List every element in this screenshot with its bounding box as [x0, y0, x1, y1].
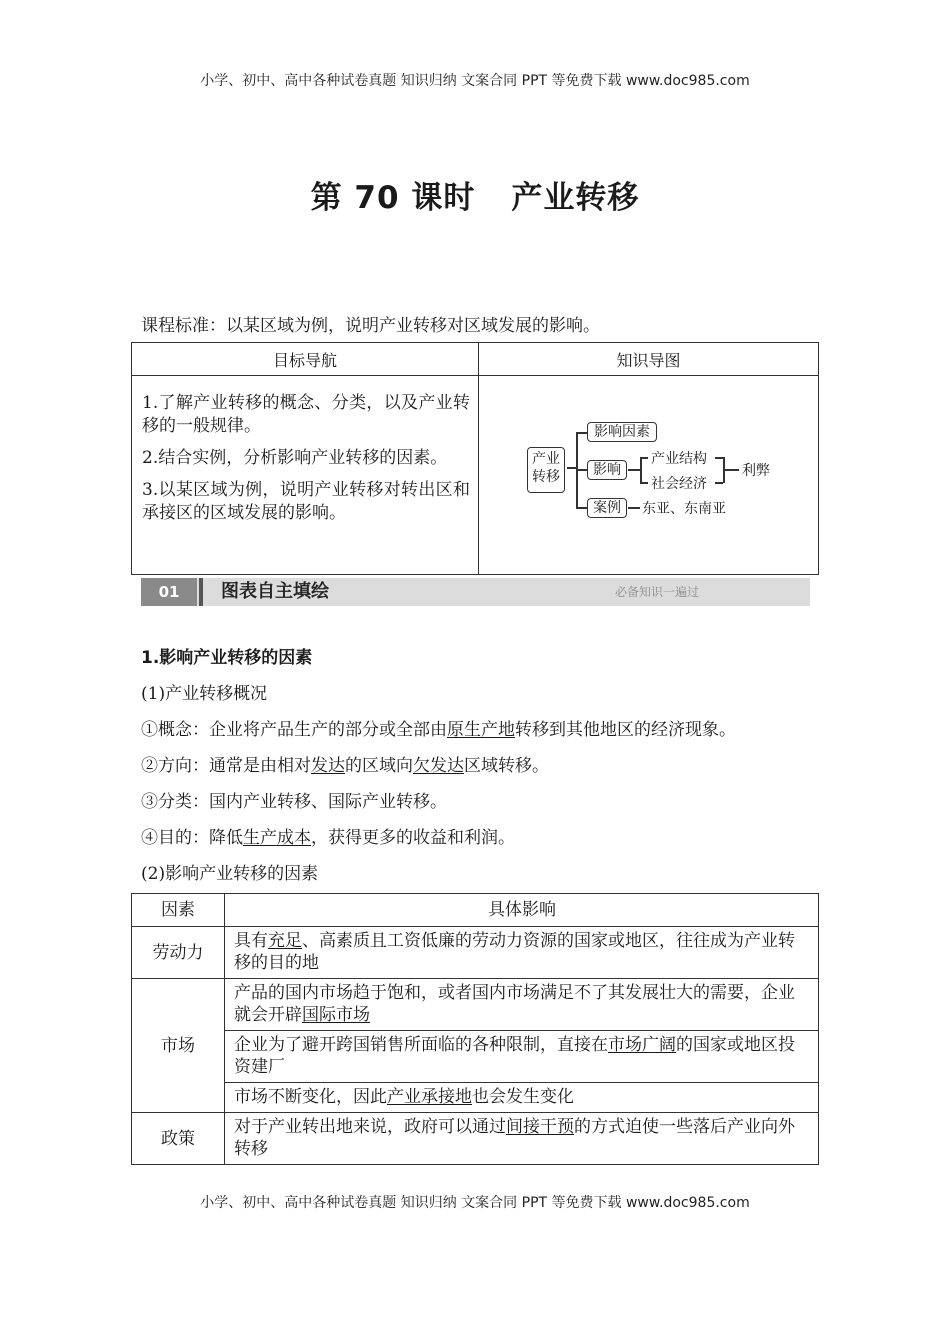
subheading-overview: (1)产业转移概况	[141, 684, 268, 704]
impact-cell	[225, 979, 819, 1031]
page-title	[0, 172, 950, 217]
root-line: 产业	[532, 451, 560, 467]
table-row	[132, 1083, 819, 1113]
text-segment: 的国家或地区投资建厂	[234, 1035, 795, 1077]
goals-table	[131, 342, 819, 575]
factor-market: 市场	[132, 979, 225, 1113]
section-banner	[141, 578, 810, 606]
sub-social-economy: 社会经济	[651, 476, 707, 492]
impact-cell	[225, 1083, 819, 1113]
case-regions: 东亚、东南亚	[642, 501, 726, 517]
text-segment: 对于产业转出地来说，政府可以通过	[234, 1117, 506, 1137]
root-line: 转移	[532, 469, 560, 485]
text-segment: 、高素质且工资低廉的劳动力资源的国家或地区，往往成为产业转移的目的地	[234, 931, 795, 973]
title-topic: 产业转移	[511, 180, 640, 216]
answer-blank: 产业承接地	[387, 1087, 472, 1107]
course-standard: 课程标准：以某区域为例，说明产业转移对区域发展的影响。	[141, 316, 600, 336]
heading-factors: 1.影响产业转移的因素	[141, 648, 313, 668]
table-row	[132, 979, 819, 1031]
section-title: 图表自主填绘	[221, 581, 329, 602]
impact-header: 具体影响	[225, 894, 819, 927]
connector	[576, 432, 587, 434]
answer-blank: 发达	[311, 756, 345, 776]
text-segment: ①概念：企业将产品生产的部分或全部由	[141, 720, 447, 740]
text-segment: 具有	[234, 931, 268, 951]
category-line: ③分类：国内产业转移、国际产业转移。	[141, 792, 447, 812]
answer-blank: 国际市场	[302, 1005, 370, 1025]
goals-cell	[132, 376, 479, 575]
branch-case: 案例	[587, 498, 627, 518]
subheading-factors: (2)影响产业转移的因素	[141, 864, 319, 884]
impact-cell	[225, 1031, 819, 1083]
connector	[576, 507, 587, 509]
concept-line	[141, 715, 736, 740]
text-segment: 的方式迫使一些落后产业向外转移	[234, 1117, 795, 1159]
text-segment: 也会发生变化	[472, 1087, 574, 1107]
answer-blank: 原生产地	[447, 720, 515, 740]
factors-table	[131, 893, 819, 1165]
text-segment: 企业为了避开跨国销售所面临的各种限制，直接在	[234, 1035, 608, 1055]
answer-blank: 充足	[268, 931, 302, 951]
goals-header: 目标导航	[132, 343, 479, 376]
factor-labour: 劳动力	[132, 927, 225, 979]
page-header: 小学、初中、高中各种试卷真题 知识归纳 文案合同 PPT 等免费下载 www.doc985.com	[200, 73, 750, 89]
result-pros-cons: 利弊	[742, 463, 770, 479]
connector	[715, 482, 723, 484]
text-segment: 市场不断变化，因此	[234, 1087, 387, 1107]
text-segment: 的区域向	[345, 756, 413, 776]
purpose-line	[141, 823, 515, 848]
connector	[628, 469, 640, 471]
goal-item: 3.以某区域为例，说明产业转移对转出区和承接区的区域发展的影响。	[142, 480, 470, 523]
answer-blank: 市场广阔	[608, 1035, 676, 1055]
answer-blank: 欠发达	[413, 756, 464, 776]
goal-item: 2.结合实例，分析影响产业转移的因素。	[142, 448, 448, 468]
text-segment: ，获得更多的收益和利润。	[311, 828, 515, 848]
connector	[640, 457, 648, 459]
branch-impact: 影响	[587, 460, 627, 480]
sub-industry-structure: 产业结构	[651, 451, 707, 467]
connector	[715, 457, 723, 459]
impact-cell	[225, 1113, 819, 1165]
title-lesson: 第 70 课时	[310, 180, 476, 216]
answer-blank: 间接干预	[506, 1117, 574, 1137]
table-row	[132, 927, 819, 979]
text-segment: 转移到其他地区的经济现象。	[515, 720, 736, 740]
direction-line	[141, 751, 549, 776]
section-number: 01	[141, 578, 197, 606]
text-segment: ④目的：降低	[141, 828, 243, 848]
factor-header: 因素	[132, 894, 225, 927]
connector	[640, 482, 648, 484]
answer-blank: 生产成本	[243, 828, 311, 848]
connector	[628, 507, 640, 509]
page-footer: 小学、初中、高中各种试卷真题 知识归纳 文案合同 PPT 等免费下载 www.doc985.com	[200, 1195, 750, 1211]
text-segment: ②方向：通常是由相对	[141, 756, 311, 776]
connector	[576, 469, 587, 471]
branch-factors: 影响因素	[587, 422, 657, 442]
factor-policy: 政策	[132, 1113, 225, 1165]
knowledge-map-header: 知识导图	[479, 343, 819, 376]
mind-map-root	[527, 447, 565, 493]
impact-cell	[225, 927, 819, 979]
table-row	[132, 1031, 819, 1083]
goal-item: 1.了解产业转移的概念、分类，以及产业转移的一般规律。	[142, 393, 470, 436]
mind-map	[479, 376, 819, 575]
connector	[640, 457, 642, 483]
section-divider	[199, 578, 203, 606]
table-row	[132, 1113, 819, 1165]
section-tag: 必备知识一遍过	[615, 585, 700, 599]
text-segment: 区域转移。	[464, 756, 549, 776]
text-segment: 产品的国内市场趋于饱和，或者国内市场满足不了其发展壮大的需要，企业就会开辟	[234, 983, 795, 1025]
connector	[723, 469, 739, 471]
